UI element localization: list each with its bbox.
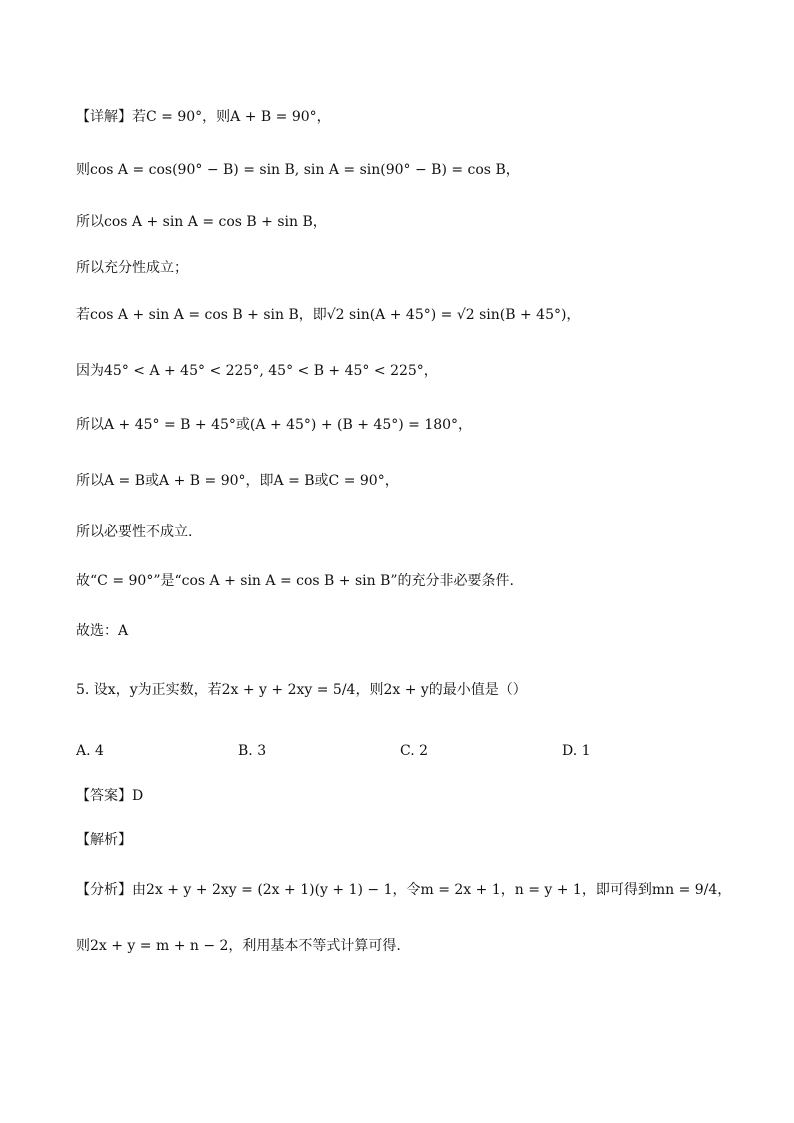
answer-line: 【答案】D [76, 788, 144, 804]
text-line: 所以A = B或A + B = 90°，即A = B或C = 90°， [76, 473, 399, 489]
option-c: C. 2 [400, 743, 429, 759]
analysis-heading: 【解析】 [76, 832, 132, 848]
text-line: 所以cos A + sin A = cos B + sin B， [76, 214, 327, 230]
text-line: 所以必要性不成立. [76, 524, 193, 540]
text-line: 所以A + 45° = B + 45°或(A + 45°) + (B + 45°) = 180°， [76, 417, 473, 433]
option-b: B. 3 [238, 743, 267, 759]
option-d: D. 1 [562, 743, 591, 759]
analysis-line: 【分析】由2x + y + 2xy = (2x + 1)(y + 1) − 1，令m = 2x + 1，n = y + 1，即可得到mn = 9/4， [76, 882, 732, 898]
option-a: A. 4 [76, 743, 104, 759]
text-line: 因为45° < A + 45° < 225°, 45° < B + 45° < 225°， [76, 363, 438, 379]
text-line: 若cos A + sin A = cos B + sin B，即√2 sin(A + 45°) = √2 sin(B + 45°)， [76, 307, 581, 323]
text-line: 所以充分性成立； [76, 260, 188, 276]
text-line: 则cos A = cos(90° − B) = sin B, sin A = sin(90° − B) = cos B， [76, 162, 520, 178]
question-stem: 5. 设x，y为正实数，若2x + y + 2xy = 5/4，则2x + y的最小值是（） [76, 682, 527, 698]
text-line: 故选：A [76, 623, 129, 639]
text-line: 【详解】若C = 90°，则A + B = 90°， [76, 109, 331, 125]
text-line: 故“C = 90°”是“cos A + sin A = cos B + sin B”的充分非必要条件. [76, 573, 514, 589]
analysis-line: 则2x + y = m + n − 2，利用基本不等式计算可得. [76, 938, 401, 954]
